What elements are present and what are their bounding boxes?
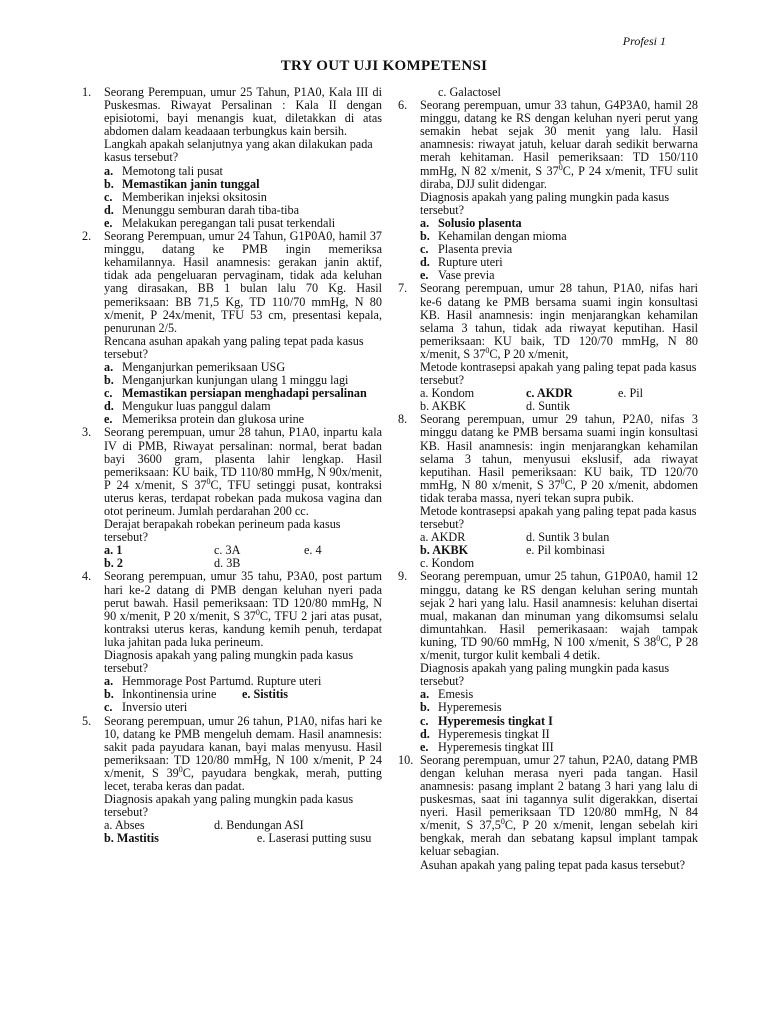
option-d: d. 3B [214, 556, 241, 571]
option-d: d. Bendungan ASI [214, 818, 304, 833]
question-prompt: Asuhan apakah yang paling tepat pada kasus tersebut? [420, 857, 685, 872]
question-8 [398, 413, 698, 570]
question-prompt: Metode kontrasepsi apakah yang paling tepat pada kasus tersebut? [420, 359, 697, 388]
option-e: e. Memeriksa protein dan glukosa urine [104, 412, 305, 427]
option-b: b. AKBK [420, 399, 467, 414]
question-prompt: Diagnosis apakah yang paling mungkin pada kasus tersebut? [420, 189, 670, 217]
question-number: 10. [398, 752, 414, 767]
page-header-note: Profesi 1 [622, 34, 666, 48]
option-e: e. Hyperemesis tingkat III [420, 739, 554, 754]
right-column [398, 86, 698, 872]
option-e: e. Vase previa [420, 268, 495, 283]
page-title: TRY OUT UJI KOMPETENSI [280, 58, 488, 74]
option-row [104, 544, 382, 557]
question-number: 5. [82, 713, 92, 728]
option-d: d. Menunggu semburan darah tiba-tiba [104, 202, 300, 217]
question-prompt: Diagnosis apakah yang paling mungkin pada kasus tersebut? [104, 792, 354, 820]
option-a: a. Solusio plasenta [420, 215, 522, 230]
option-a: a. AKDR [420, 530, 466, 545]
question-number: 6. [398, 98, 408, 113]
left-column [82, 86, 382, 845]
question-text: Seorang Perempuan, umur 25 Tahun, P1A0, Kala III di Puskesmas. Riwayat Persalinan : Kala II dengan episiotomi, bayi menangis kuat, diletakkan di atas abdomen dalam keadaaan terbungkus kain bersih. [104, 85, 382, 139]
option-d: d. Suntik 3 bulan [526, 530, 610, 545]
option-a: a. Hemmorage Post Partumd. Rupture uteri [104, 674, 322, 689]
question-text: Seorang Perempuan, umur 24 Tahun, G1P0A0, hamil 37 minggu, datang ke PMB ingin memeriksa kehamilannya. Hasil anamnesis: gerakan janin aktif, tidak ada pengeluaran pervaginam, tidak ada keluhan yang dirasakan, BB 1 bulan lalu 70 Kg. Hasil pemeriksaan: BB 71,5 Kg, TD 110/70 mmHg, N 80 x/menit, P 24x/menit, TFU 53 cm, presentasi kepala, penurunan 2/5. [104, 229, 382, 335]
question-9 [398, 570, 698, 753]
question-text: Seorang perempuan, umur 27 tahun, P2A0, datang PMB dengan keluhan merasa nyeri pada tangan. Hasil anamnesis: pasang implant 2 batang 3 hari yang lalu di puskesmas, saat ini tagannya sulit digerakkan, disertai nyeri. Hasil pemeriksaan TD 120/80 mmHg, N 84 x/menit, S 37,5$^0$C, P 20 x/menit, lengan sebelah kiri bengkak, merah dan sebatang kapsul implant tampak keluar sebagian. [420, 752, 698, 859]
question-5 [82, 715, 382, 846]
option-d: d. Hyperemesis tingkat II [420, 726, 550, 741]
question-text: Seorang perempuan, umur 35 tahu, P3A0, post partum hari ke-2 datang di PMB dengan keluhan nyeri pada perut bawah. Hasil pemeriksaan: TD 120/80 mmHg, N 90 x/menit, P 20 x/menit, S $37^0C$, TFU 2 jari atas pusat, kontraksi uterus keras, kandung kemih penuh, terdapat luka jahitan pada luka perineum. [104, 569, 382, 649]
option-a: a. Emesis [420, 687, 474, 702]
option-a: a. Menganjurkan pemeriksaan USG [104, 359, 286, 374]
question-number: 3. [82, 425, 92, 440]
option-d: d. Mengukur luas panggul dalam [104, 399, 271, 414]
option-c: c. AKDR [526, 386, 573, 401]
option-b: b. Hyperemesis [420, 700, 502, 715]
option-d: d. Suntik [526, 399, 571, 414]
question-text: Seorang perempuan, umur 33 tahun, G4P3A0, hamil 28 minggu, datang ke RS dengan keluhan nyeri perut yang semakin hebat sejak 30 menit yang lalu. Hasil anamnesis: riwayat jatuh, keluar darah sedikit berwarna merah kehitaman. Hasil pemeriksaan: TD 150/110 mmHg, N 82 x/menit, S $37^0C$, P 24 x/menit, TFU sulit diraba, DJJ sulit didengar. [420, 98, 698, 191]
question-number: 7. [398, 281, 408, 296]
option-b: b. Inkontinensia urine e. Sistitis [104, 687, 289, 702]
option-a: a. 1 [104, 543, 123, 558]
question-7 [398, 282, 698, 413]
question-text: Seorang perempuan, umur 28 tahun, P1A0, nifas hari ke-6 datang ke PMB bersama suami ingin konsultasi KB. Hasil anamnesis: ingin menjarangkan kehamilan selama 3 tahun, tidak ada riwayat keputihan. Hasil pemeriksaan: KU baik, TD 120/70 mmHg, N 80 x/menit, S $37^0C$, P 20 x/menit, [420, 281, 698, 361]
option-e: e. Pil [618, 386, 644, 401]
option-c: c. 3A [214, 543, 241, 558]
question-prompt: Rencana asuhan apakah yang paling tepat pada kasus tersebut? [104, 333, 364, 361]
question-number: 2. [82, 229, 92, 244]
option-c: c. Hyperemesis tingkat I [420, 713, 553, 728]
option-b: b. 2 [104, 556, 123, 571]
option-e: e. Melakukan peregangan tali pusat terkendali [104, 215, 336, 230]
option-c: c. Plasenta previa [420, 242, 513, 257]
question-text: Seorang perempuan, umur 29 tahun, P2A0, nifas 3 minggu datang ke PMB bersama suami ingin konsultasi KB. Hasil anamnesis: ingin menjarangkan kehamilan selama 3 tahun, menyusui ekslusif, ada riwayat keputihan. Hasil pemeriksaan: KU baik, TD 120/70 mmHg, N 80 x/menit, S $37^0C$, P 20 x/menit, abdomen tidak teraba massa, nyeri tekan supra pubik. [420, 412, 698, 505]
option-a: a. Abses [104, 818, 145, 833]
question-2 [82, 230, 382, 426]
option-b: b. Kehamilan dengan mioma [420, 229, 567, 244]
option-row [104, 832, 382, 845]
question-number: 8. [398, 412, 408, 427]
option-a: a. Memotong tali pusat [104, 163, 223, 178]
option-c: c. Inversio uteri [104, 700, 188, 715]
option-b: b. AKBK [420, 543, 469, 558]
option-e: e. Laserasi putting susu [256, 831, 372, 846]
question-text: Seorang perempuan, umur 25 tahun, G1P0A0, hamil 12 minggu, datang ke RS dengan keluhan sering muntah sejak 2 hari yang lalu. Hasil anamnesis: keluhan disertai mual, makanan dan minuman yang dikomsumsi selalu dimuntahkan. Hasil pemerikasaan: wajah tampak kuning, TD 90/60 mmHg, N 100 x/menit, S $38^0C$, P 28 x/menit, turgor kulit kembali 4 detik. [420, 569, 698, 663]
option-e: e. 4 [304, 543, 322, 558]
question-3 [82, 426, 382, 570]
question-prompt: Diagnosis apakah yang paling mungkin pada kasus tersebut? [104, 648, 354, 676]
question-prompt: Diagnosis apakah yang paling mungkin pada kasus tersebut? [420, 661, 670, 689]
option-c: c. Kondom [420, 556, 475, 571]
question-number: 1. [82, 85, 92, 99]
question-number: 9. [398, 569, 408, 584]
question-prompt: Derajat berapakah robekan perineum pada kasus tersebut? [104, 517, 341, 545]
option-c-continued: c. Galactosel [438, 85, 501, 99]
option-e: e. Pil kombinasi [526, 543, 605, 558]
option-c: c. Memberikan injeksi oksitosin [104, 189, 267, 204]
option-a: a. Kondom [420, 386, 475, 401]
question-6 [398, 99, 698, 282]
question-text: Seorang perempuan, umur 26 tahun, P1A0, nifas hari ke 10, datang ke PMB mengeluh demam. Hasil anamnesis: sakit pada payudara kanan, bayi malas menyusu. Hasil pemeriksaan: TD 120/80 mmHg, N 100 x/menit, P 24 x/menit, S $39^0C$, payudara bengkak, merah, putting lecet, teraba keras dan padat. [104, 713, 382, 793]
option-d: d. Rupture uteri [420, 255, 503, 270]
question-4 [82, 570, 382, 714]
question-prompt: Metode kontrasepsi apakah yang paling tepat pada kasus tersebut? [420, 504, 697, 532]
option-b: b. Memastikan janin tunggal [104, 176, 260, 191]
question-10 [398, 754, 698, 872]
option-c: c. Memastikan persiapan menghadapi persalinan [104, 386, 367, 401]
option-b: b. Mastitis [104, 831, 159, 846]
option-b: b. Menganjurkan kunjungan ulang 1 minggu lagi [104, 373, 349, 388]
option-e: e. Sistitis [242, 687, 289, 702]
question-number: 4. [82, 569, 92, 584]
question-1 [82, 86, 382, 230]
question-prompt: Langkah apakah selanjutnya yang akan dilakukan pada kasus tersebut? [104, 137, 373, 165]
question-text: Seorang perempuan, umur 28 tahun, P1A0, inpartu kala IV di PMB, Riwayat persalinan: normal, berat badan bayi 3600 gram, plasenta lahir lengkap. Hasil pemeriksaan: KU baik, TD 110/80 mmHg, N 90x/menit, P 24 x/menit, S $37^0C$, TFU setinggi pusat, kontraksi uterus keras, terdapat robekan pada mukosa vagina dan otot perineum. Jumlah perdarahan 200 cc. [104, 425, 382, 518]
